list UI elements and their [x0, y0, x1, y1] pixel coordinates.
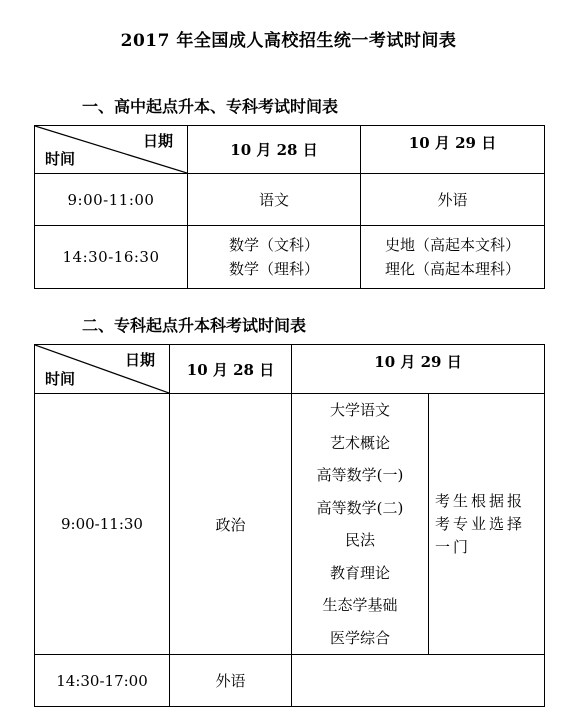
section2-heading: 二、专科起点升本科考试时间表	[82, 316, 307, 335]
subject-cell: 语文	[188, 174, 361, 226]
time-label: 时间	[45, 370, 76, 388]
date-header-2: 10 月 29 日	[361, 126, 545, 174]
subject-item: 生态学基础	[322, 596, 398, 614]
schedule-table-1	[34, 125, 545, 289]
date-header-2: 10 月 29 日	[292, 345, 545, 394]
subject-item: 民法	[344, 531, 375, 549]
subject-line: 数学（理科）	[228, 260, 319, 278]
date-header-1: 10 月 28 日	[170, 345, 292, 394]
table-row	[35, 226, 545, 289]
selection-note: 考生根据报考专业选择一门	[429, 394, 545, 655]
subject-item: 艺术概论	[329, 433, 390, 452]
subject-line: 理化（高起本理科）	[384, 260, 520, 278]
subject-line: 数学（文科）	[228, 236, 319, 254]
subject-item: 医学综合	[329, 628, 390, 647]
subject-line: 史地（高起本文科）	[384, 236, 520, 254]
date-label: 日期	[142, 132, 173, 150]
subject-cell	[188, 226, 361, 289]
subject-item: 教育理论	[329, 563, 390, 582]
corner-header	[35, 345, 170, 394]
subject-item: 高等数学(一)	[316, 466, 404, 484]
table-row	[35, 394, 545, 655]
subject-cell: 外语	[361, 174, 545, 226]
time-cell: 14:30-16:30	[35, 226, 188, 289]
subject-list	[292, 394, 429, 655]
time-cell: 9:00-11:00	[35, 174, 188, 226]
table-row	[35, 174, 545, 226]
subject-cell: 外语	[170, 655, 292, 707]
subject-cell	[361, 226, 545, 289]
empty-cell	[292, 655, 545, 707]
time-cell: 9:00-11:30	[35, 394, 170, 655]
table-row	[35, 655, 545, 707]
date-label: 日期	[124, 351, 155, 369]
date-header-1: 10 月 28 日	[188, 126, 361, 174]
subject-cell: 政治	[170, 394, 292, 655]
page-title: 2017 年全国成人高校招生统一考试时间表	[120, 31, 457, 51]
subject-item: 大学语文	[329, 401, 390, 419]
time-label: 时间	[45, 150, 76, 168]
corner-header	[35, 126, 188, 174]
subject-item: 高等数学(二)	[316, 498, 404, 517]
section1-heading: 一、高中起点升本、专科考试时间表	[82, 97, 339, 116]
time-cell: 14:30-17:00	[35, 655, 170, 707]
schedule-table-2	[34, 344, 545, 707]
